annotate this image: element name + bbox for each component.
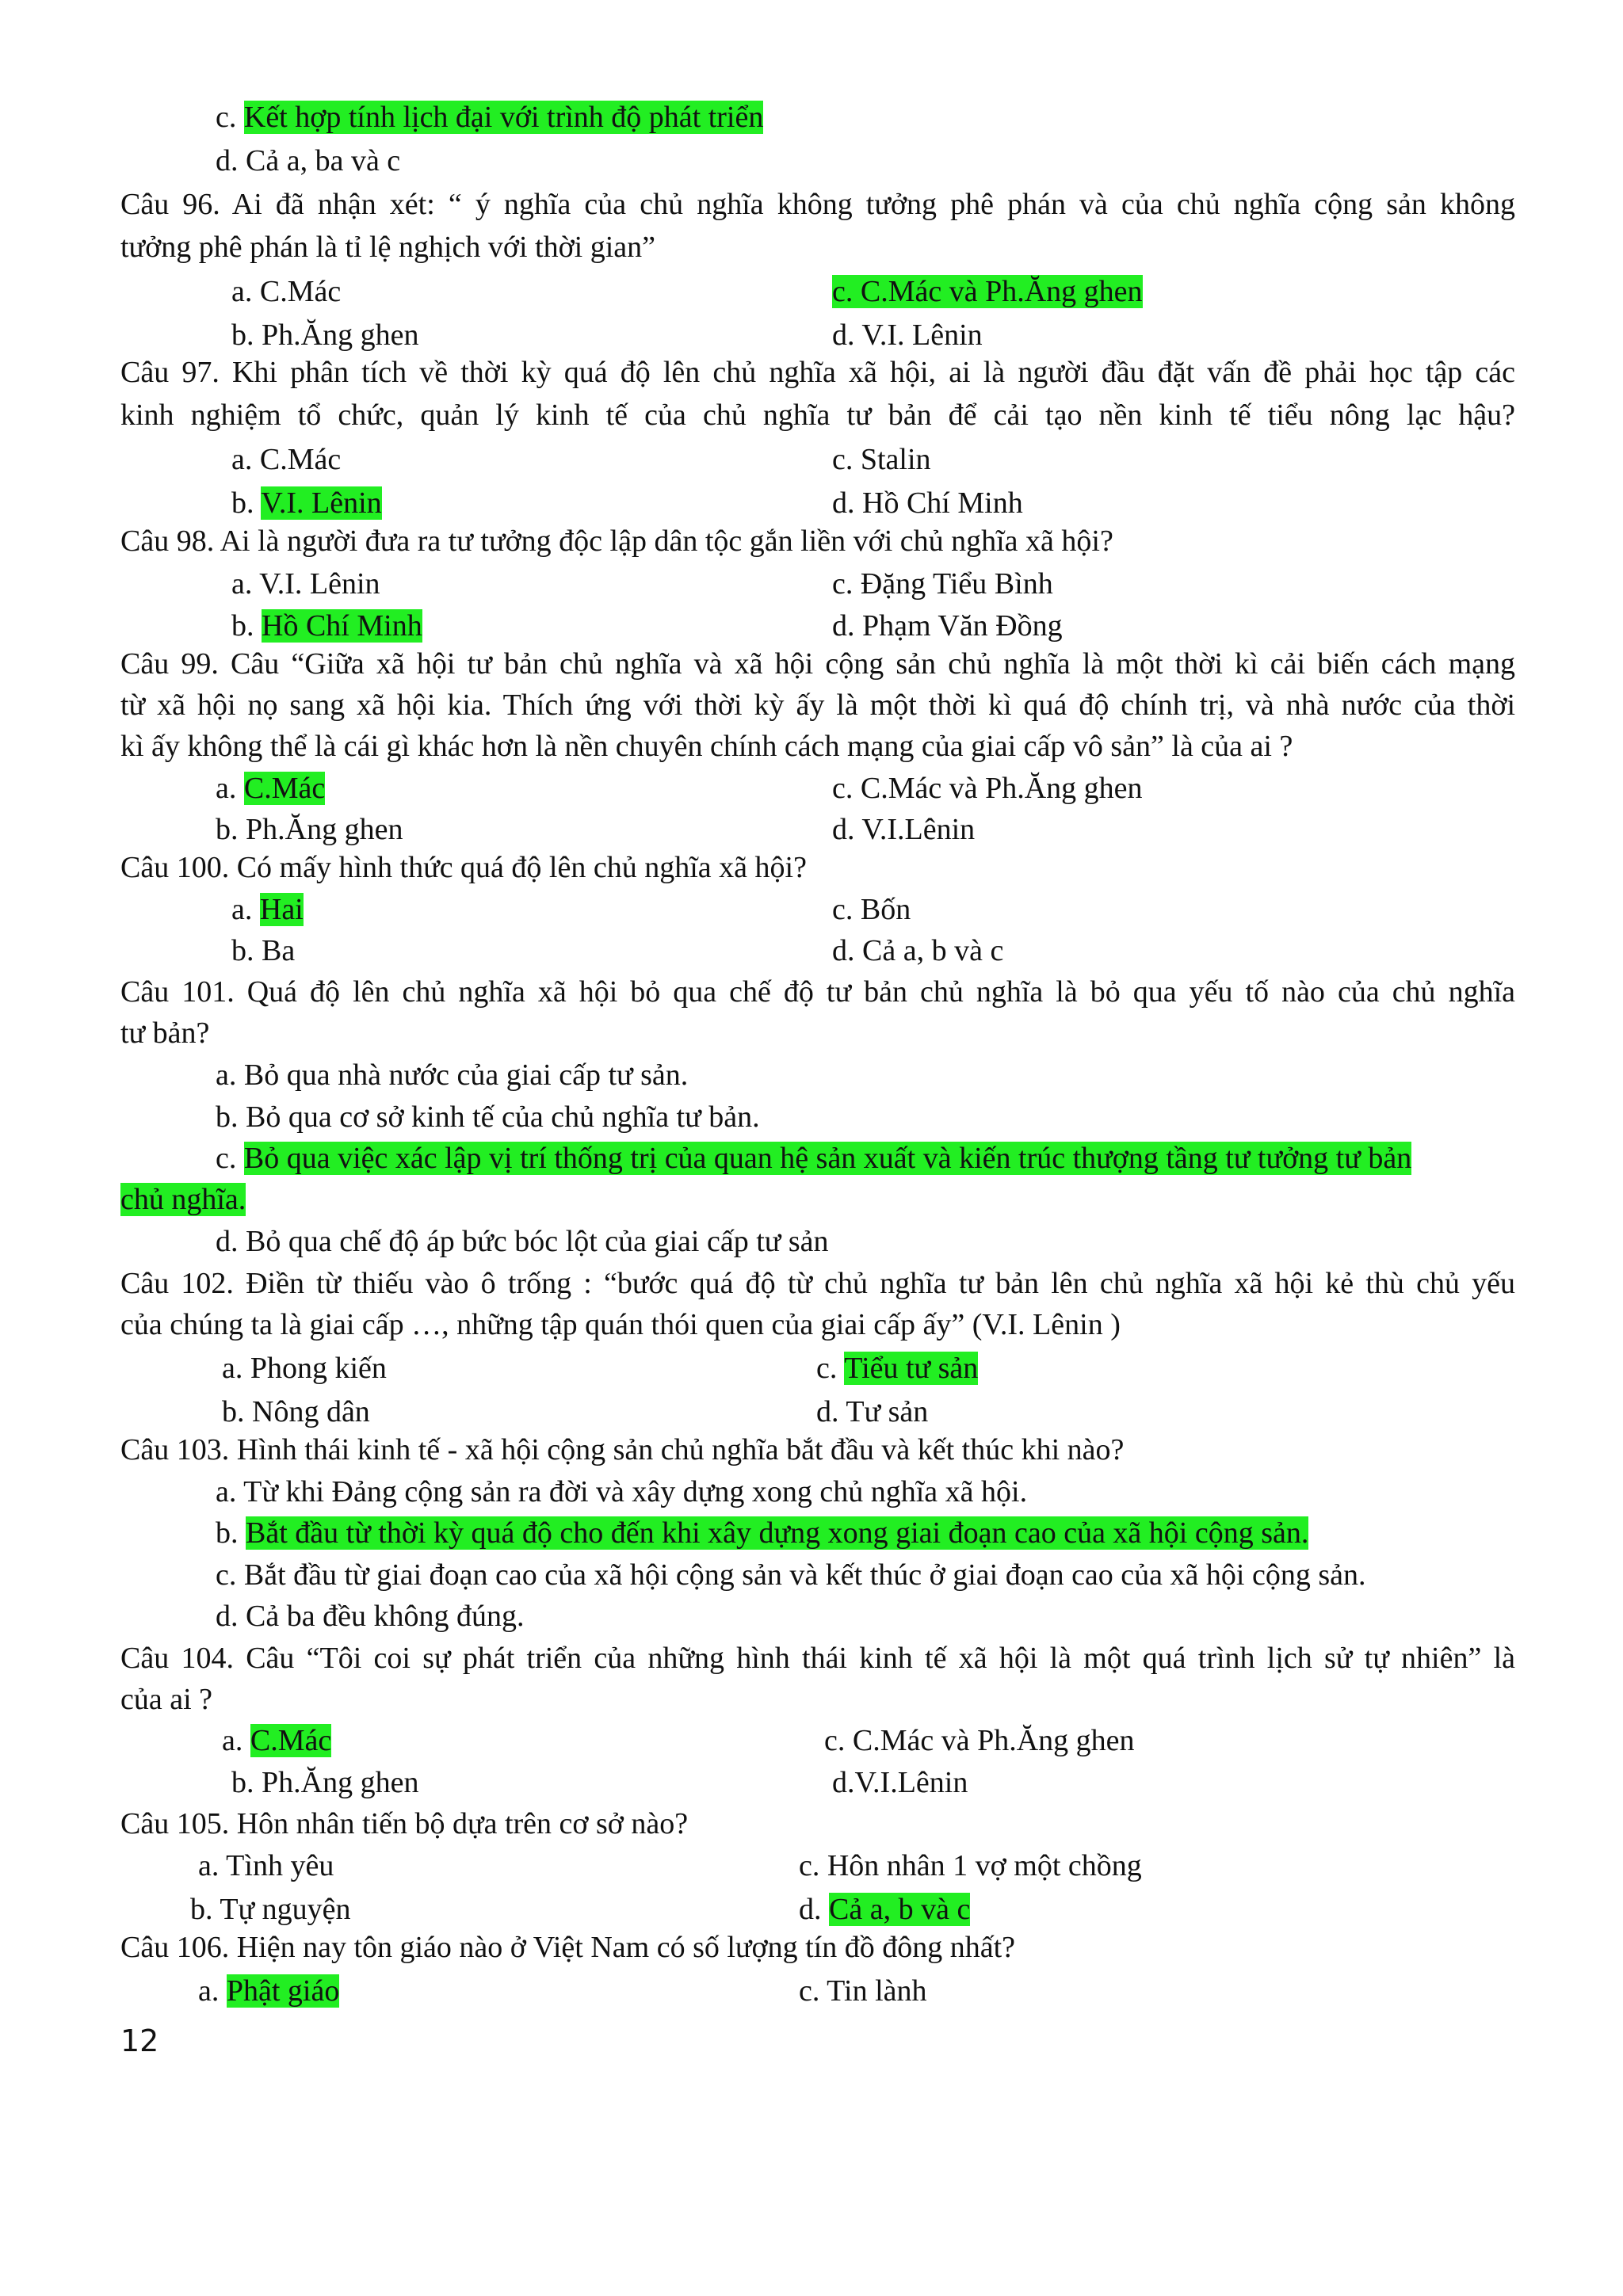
text-line (832, 439, 931, 480)
text-line (832, 563, 1053, 605)
line-text: a. (216, 772, 244, 805)
text-line (216, 1554, 1365, 1596)
highlighted-answer: Bỏ qua việc xác lập vị trí thống trị của quan hệ sản xuất và kiến trúc thượng tầng tư tưởng tư bản (243, 1142, 1412, 1175)
text-line (824, 1720, 1135, 1761)
text-line (120, 726, 1293, 767)
text-line (120, 1013, 209, 1054)
text-line (832, 1762, 968, 1803)
text-line (832, 768, 1143, 809)
text-line (120, 1304, 1121, 1345)
line-text: d. Cả a, b và c (832, 934, 1004, 967)
line-text: Câu 100. Có mấy hình thức quá độ lên chủ nghĩa xã hội? (120, 851, 807, 884)
line-text: Câu 106. Hiện nay tôn giáo nào ở Việt Nam có số lượng tín đồ đông nhất? (120, 1931, 1016, 1964)
line-text: Câu 97. Khi phân tích về thời kỳ quá độ lên chủ nghĩa xã hội, ai là người đầu đặt vấn đề phải học tập các (120, 356, 1515, 389)
line-text: a. (198, 1974, 227, 2008)
text-line (216, 1055, 688, 1096)
line-text: c. (216, 101, 244, 134)
line-text: c. Đặng Tiểu Bình (832, 567, 1053, 601)
line-text: d. Phạm Văn Đồng (832, 609, 1063, 643)
line-text: c. Stalin (832, 443, 931, 476)
highlighted-answer: Tiểu tư sản (844, 1352, 979, 1385)
line-text: Câu 102. Điền từ thiếu vào ô trống : “bước quá độ từ chủ nghĩa tư bản lên chủ nghĩa xã hội kẻ thù chủ yếu (120, 1267, 1515, 1300)
text-line (216, 140, 400, 181)
text-line (832, 482, 1023, 524)
highlighted-answer: c. C.Mác và Ph.Ăng ghen (832, 275, 1143, 308)
text-line (120, 1263, 1515, 1304)
text-line (222, 1720, 331, 1761)
line-text: Câu 105. Hôn nhân tiến bộ dựa trên cơ sở nào? (120, 1807, 689, 1840)
text-line (816, 1391, 928, 1432)
line-text: Câu 99. Câu “Giữa xã hội tư bản chủ nghĩa và xã hội cộng sản chủ nghĩa là một thời kì cải biến cách mạng (120, 647, 1515, 681)
text-line (832, 315, 983, 356)
text-line (190, 1889, 351, 1930)
text-line (222, 1348, 387, 1389)
line-text: a. Phong kiến (222, 1352, 387, 1385)
highlighted-answer: Hai (259, 893, 304, 926)
highlighted-answer: Kết hợp tính lịch đại với trình độ phát triển (243, 101, 764, 134)
highlighted-answer: Hồ Chí Minh (262, 609, 422, 643)
text-line (216, 1138, 1411, 1179)
line-text: Câu 101. Quá độ lên chủ nghĩa xã hội bỏ qua chế độ tư bản chủ nghĩa là bỏ qua yếu tố nào của chủ nghĩa (120, 975, 1515, 1009)
text-line (832, 605, 1063, 646)
text-line (231, 1762, 418, 1803)
text-line (231, 482, 382, 524)
line-text: d. V.I.Lênin (832, 813, 976, 846)
text-line (120, 1429, 1124, 1470)
text-line (231, 271, 341, 312)
page-number: 12 (120, 2023, 159, 2058)
text-line (231, 605, 422, 646)
text-line (120, 1927, 1015, 1968)
line-text: a. C.Mác (231, 275, 342, 308)
line-text: a. V.I. Lênin (231, 567, 380, 601)
highlighted-answer: Cả a, b và c (829, 1893, 971, 1926)
text-line (216, 1221, 829, 1262)
line-text: d. Tư sản (816, 1395, 929, 1428)
line-text: kinh nghiệm tổ chức, quản lý kinh tế của chủ nghĩa tư bản để cải tạo nền kinh tế tiểu nông lạc hậu? (120, 399, 1515, 432)
text-line (120, 227, 655, 268)
text-line (120, 1679, 212, 1720)
text-line (231, 439, 341, 480)
text-line (216, 1471, 1027, 1512)
text-line (120, 685, 1515, 726)
text-line (816, 1348, 978, 1389)
line-text: của chúng ta là giai cấp …, những tập quán thói quen của giai cấp ấy” (V.I. Lênin ) (120, 1308, 1121, 1341)
line-text: c. C.Mác và Ph.Ăng ghen (832, 772, 1143, 805)
highlighted-answer: Phật giáo (226, 1974, 340, 2008)
text-line (216, 97, 763, 138)
line-text: c. Tin lành (799, 1974, 927, 2008)
text-line (120, 971, 1515, 1013)
line-text: b. Ph.Ăng ghen (231, 318, 419, 352)
text-line (120, 184, 1515, 225)
text-line (832, 809, 975, 850)
line-text: b. Nông dân (222, 1395, 370, 1428)
line-text: b. Ph.Ăng ghen (231, 1766, 419, 1799)
text-line (216, 1097, 760, 1138)
line-text: c. Hôn nhân 1 vợ một chồng (799, 1849, 1142, 1882)
line-text: c. Bốn (832, 893, 911, 926)
line-text: b. (231, 486, 262, 520)
line-text: b. Ba (231, 934, 296, 967)
line-text: d.V.I.Lênin (832, 1766, 968, 1799)
text-line (216, 809, 403, 850)
line-text: Câu 98. Ai là người đưa ra tư tưởng độc lập dân tộc gắn liền với chủ nghĩa xã hội? (120, 524, 1113, 558)
text-line (120, 847, 807, 888)
line-text: b. (231, 609, 262, 643)
highlighted-answer: chủ nghĩa. (120, 1183, 246, 1216)
text-line (216, 768, 325, 809)
line-text: a. Bỏ qua nhà nước của giai cấp tư sản. (216, 1058, 689, 1092)
line-text: a. (231, 893, 260, 926)
line-text: b. (216, 1516, 246, 1550)
text-line (216, 1512, 1308, 1554)
line-text: d. Cả a, ba và c (216, 144, 401, 177)
line-text: Câu 104. Câu “Tôi coi sự phát triển của những hình thái kinh tế xã hội là một quá trình lịch sử tự nhiên” là (120, 1642, 1515, 1675)
text-line (120, 521, 1113, 562)
line-text: tư bản? (120, 1016, 210, 1050)
line-text: c. (216, 1142, 244, 1175)
text-line (231, 930, 295, 971)
text-line (120, 643, 1515, 685)
line-text: d. Hồ Chí Minh (832, 486, 1023, 520)
line-text: a. C.Mác (231, 443, 342, 476)
text-line (231, 563, 380, 605)
line-text: d. V.I. Lênin (832, 318, 983, 352)
text-line (216, 1596, 524, 1637)
line-text: d. Cả ba đều không đúng. (216, 1600, 525, 1633)
line-text: của ai ? (120, 1683, 213, 1716)
line-text: b. Bỏ qua cơ sở kinh tế của chủ nghĩa tư bản. (216, 1100, 760, 1134)
line-text: d. Bỏ qua chế độ áp bức bóc lột của giai cấp tư sản (216, 1225, 829, 1258)
line-text: kì ấy không thể là cái gì khác hơn là nền chuyên chính cách mạng của giai cấp vô sản” là của ai ? (120, 730, 1293, 763)
line-text: b. Ph.Ăng ghen (216, 813, 403, 846)
line-text: c. (816, 1352, 845, 1385)
text-line (832, 271, 1143, 312)
text-line (832, 930, 1003, 971)
highlighted-answer: Bắt đầu từ thời kỳ quá độ cho đến khi xây dựng xong giai đoạn cao của xã hội cộng sản. (246, 1516, 1309, 1550)
line-text: d. (799, 1893, 829, 1926)
text-line (799, 1889, 970, 1930)
line-text: a. (222, 1724, 250, 1757)
text-line (120, 1803, 688, 1844)
text-line (799, 1845, 1142, 1886)
line-text: Câu 103. Hình thái kinh tế - xã hội cộng sản chủ nghĩa bắt đầu và kết thúc khi nào? (120, 1433, 1125, 1466)
text-line (799, 1970, 927, 2012)
highlighted-answer: V.I. Lênin (261, 486, 382, 520)
text-line (222, 1391, 370, 1432)
line-text: từ xã hội nọ sang xã hội kia. Thích ứng với thời kỳ ấy là một thời kì quá độ chính trị, và nhà nước của thời (120, 688, 1515, 722)
text-line (120, 1638, 1515, 1679)
line-text: c. Bắt đầu từ giai đoạn cao của xã hội cộng sản và kết thúc ở giai đoạn cao của xã hội cộng sản. (216, 1558, 1366, 1592)
text-line (120, 1179, 246, 1220)
line-text: a. Từ khi Đảng cộng sản ra đời và xây dựng xong chủ nghĩa xã hội. (216, 1475, 1028, 1508)
highlighted-answer: C.Mác (250, 1724, 332, 1757)
text-line (832, 889, 911, 930)
text-line (120, 395, 1515, 436)
text-line (198, 1970, 339, 2012)
line-text: Câu 96. Ai đã nhận xét: “ ý nghĩa của chủ nghĩa không tưởng phê phán và của chủ nghĩa cộng sản không (120, 188, 1515, 221)
line-text: tưởng phê phán là tỉ lệ nghịch với thời gian” (120, 231, 656, 264)
text-line (120, 352, 1515, 393)
text-line (198, 1845, 334, 1886)
line-text: c. C.Mác và Ph.Ăng ghen (824, 1724, 1135, 1757)
line-text: b. Tự nguyện (190, 1893, 351, 1926)
line-text: a. Tình yêu (198, 1849, 334, 1882)
text-line (231, 315, 418, 356)
highlighted-answer: C.Mác (243, 772, 326, 805)
text-line (231, 889, 304, 930)
